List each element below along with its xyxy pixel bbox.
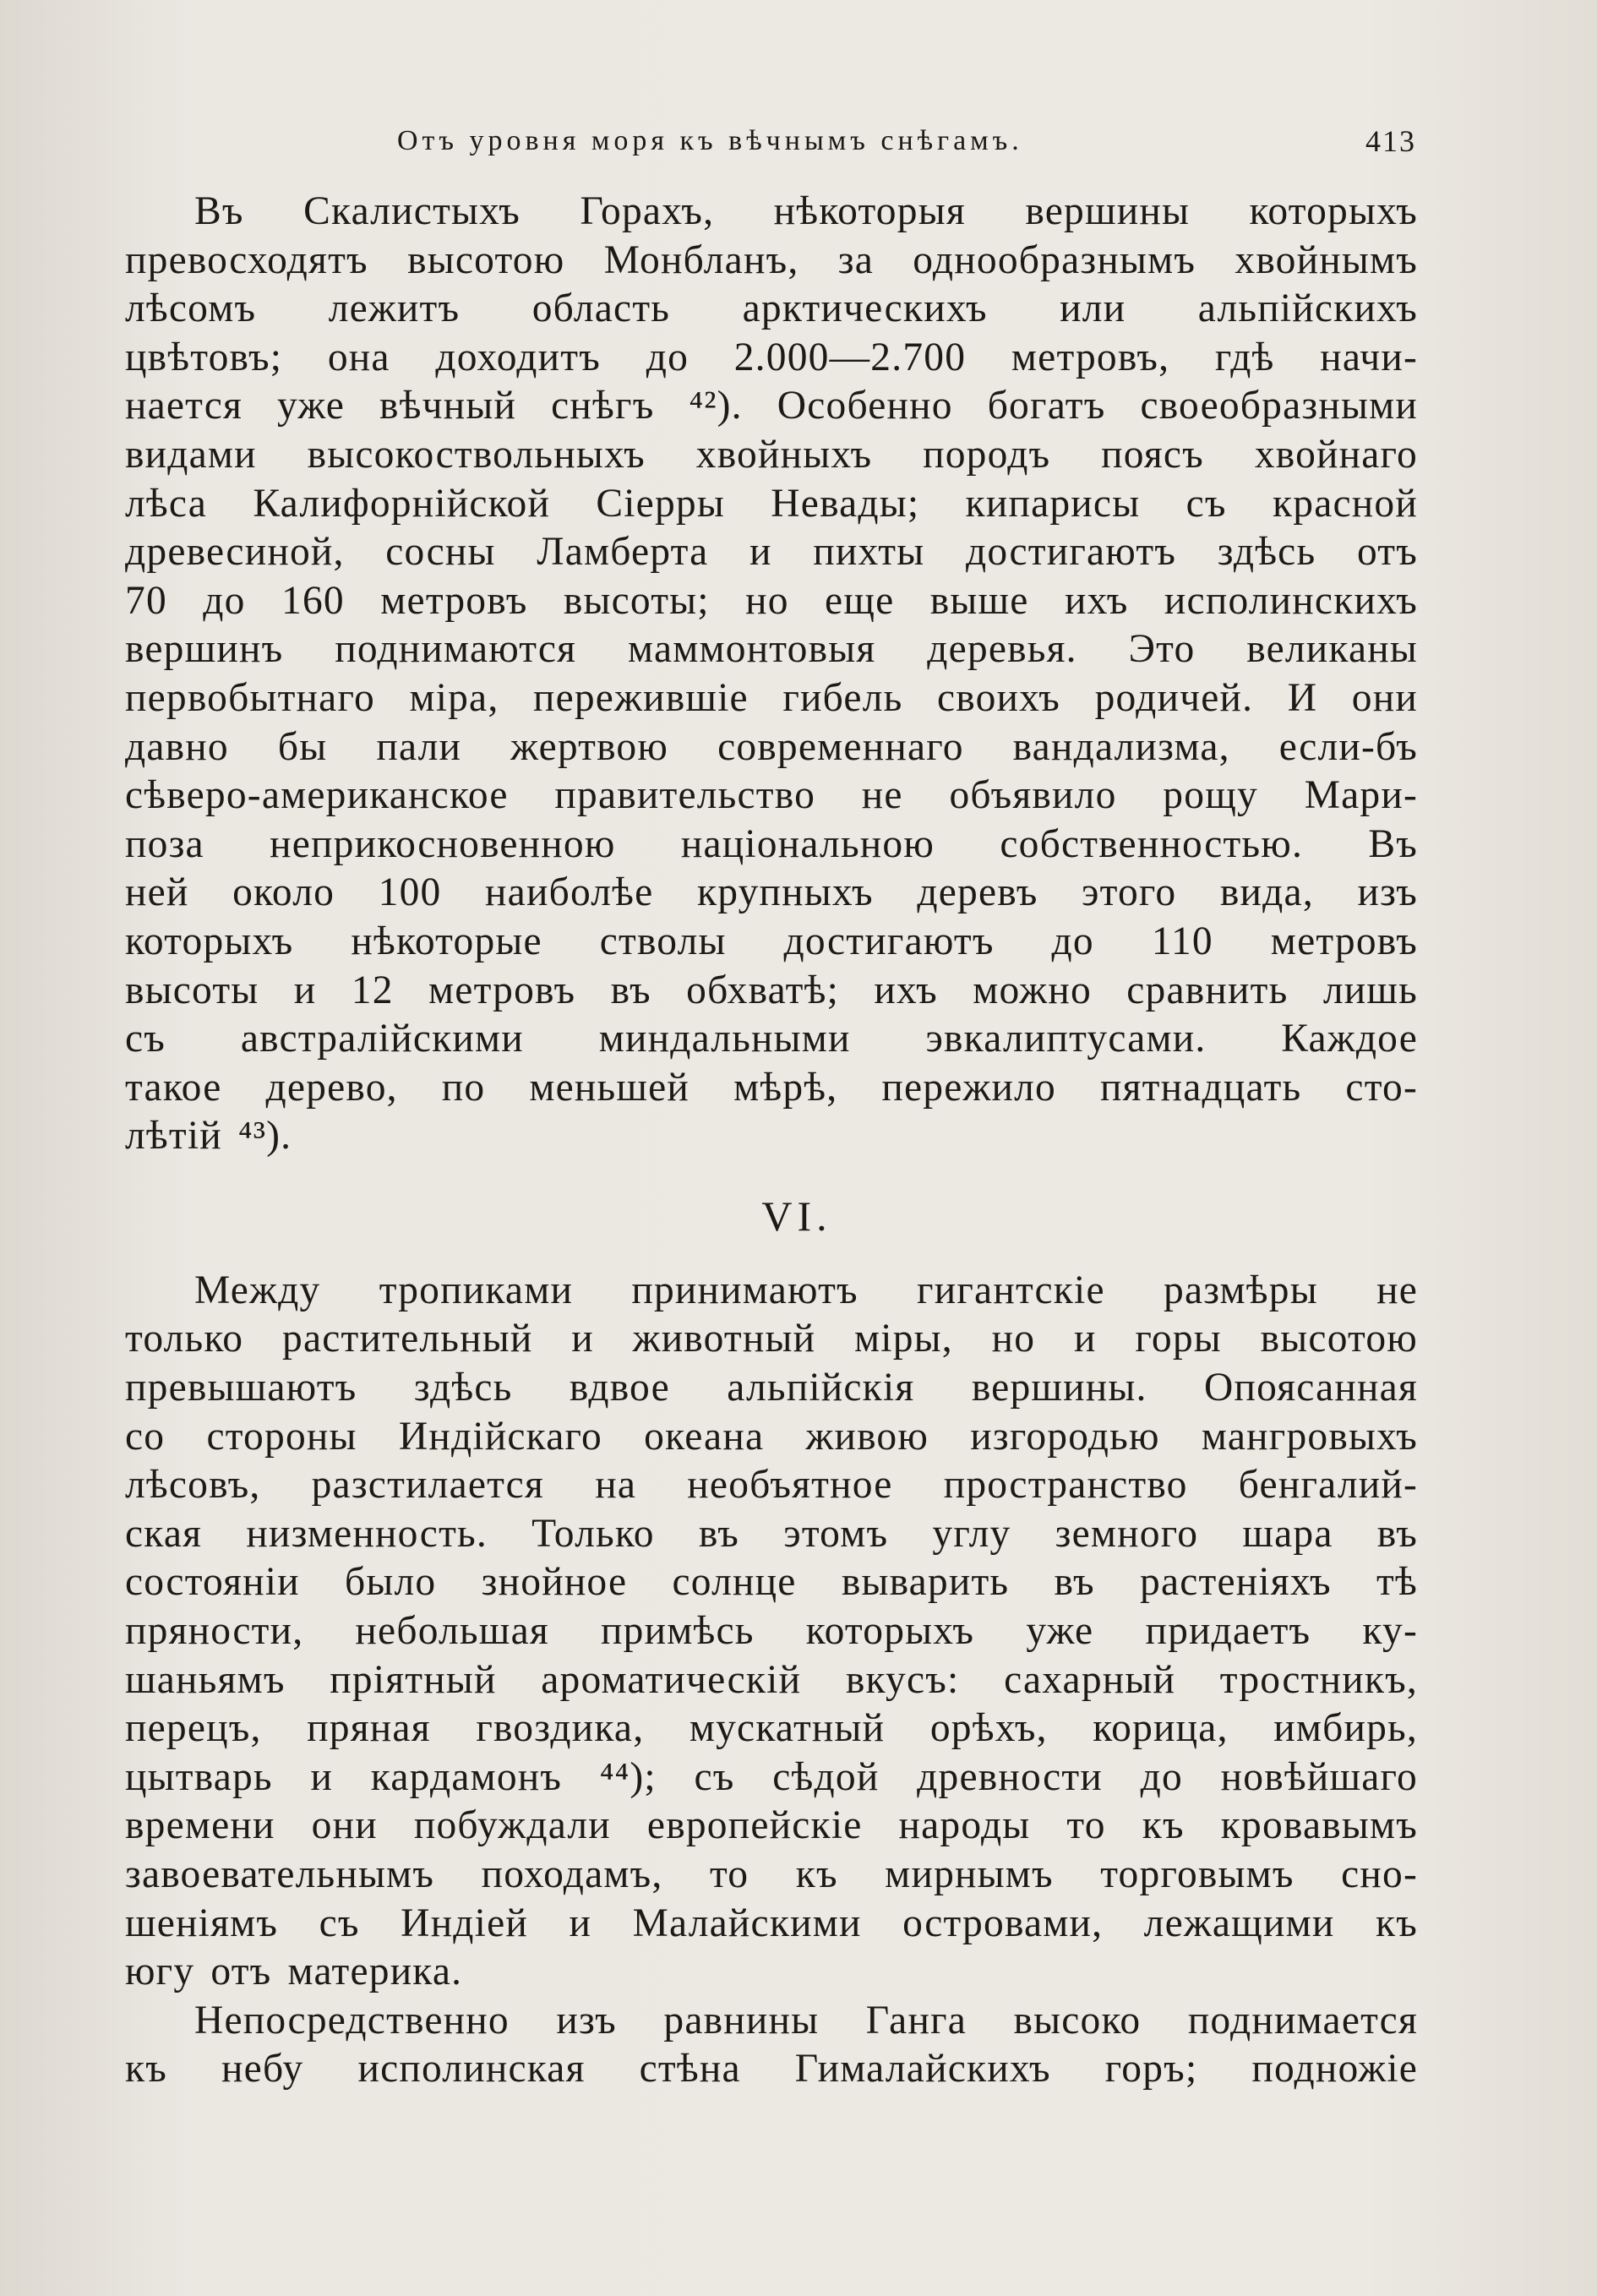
- paragraph-line: давно бы пали жертвою современнаго вандализма, если-бъ: [125, 724, 1418, 769]
- paragraph-line: высоты и 12 метровъ въ обхватѣ; ихъ можно сравнить лишь: [125, 968, 1418, 1012]
- running-head: [397, 125, 1416, 176]
- paragraph-line: со стороны Индійскаго океана живою изгородью мангровыхъ: [125, 1414, 1418, 1459]
- paragraph-line: состояніи было знойное солнце выварить въ растеніяхъ тѣ: [125, 1560, 1418, 1605]
- paragraph-line: къ небу исполинская стѣна Гималайскихъ горъ; подножіе: [125, 2047, 1418, 2091]
- section-spacer: [125, 1161, 1418, 1186]
- paragraph-line: лѣса Калифорнійской Сіерры Невады; кипарисы съ красной: [125, 481, 1418, 526]
- paragraph-line: времени они побуждали европейскіе народы то къ кровавымъ: [125, 1803, 1418, 1848]
- paragraph-1: [125, 188, 1418, 1161]
- paragraph-line: лѣсомъ лежитъ область арктическихъ или альпійскихъ: [125, 286, 1418, 331]
- paragraph-line: шаньямъ пріятный ароматическій вкусъ: сахарный тростникъ,: [125, 1657, 1418, 1702]
- paragraph-line: ней около 100 наиболѣе крупныхъ деревъ этого вида, изъ: [125, 870, 1418, 915]
- paragraph-2: [125, 1267, 1418, 1997]
- running-head-title: Отъ уровня моря къ вѣчнымъ снѣгамъ.: [397, 125, 1023, 156]
- paragraph-line: лѣсовъ, разстилается на необъятное пространство бенгалий-: [125, 1463, 1418, 1508]
- paragraph-line: нается уже вѣчный снѣгъ ⁴²). Особенно богатъ своеобразными: [125, 384, 1418, 428]
- paragraph-line: первобытнаго міра, пережившіе гибель своихъ родичей. И они: [125, 675, 1418, 720]
- paragraph-line: видами высокоствольныхъ хвойныхъ породъ поясъ хвойнаго: [125, 432, 1418, 477]
- paragraph-line: цытварь и кардамонъ ⁴⁴); съ сѣдой древности до новѣйшаго: [125, 1754, 1418, 1799]
- paragraph-line: такое дерево, по меньшей мѣрѣ, пережило пятнадцать сто-: [125, 1065, 1418, 1110]
- paragraph-line: югу отъ материка.: [125, 1950, 463, 1994]
- paragraph-line: завоевательнымъ походамъ, то къ мирнымъ торговымъ сно-: [125, 1852, 1418, 1896]
- paragraph-line: древесиной, сосны Ламберта и пихты достигаютъ здѣсь отъ: [125, 530, 1418, 575]
- paragraph-line: перецъ, пряная гвоздика, мускатный орѣхъ, корица, имбирь,: [125, 1706, 1418, 1751]
- paragraph-line: превосходятъ высотою Монбланъ, за однообразнымъ хвойнымъ: [125, 237, 1418, 282]
- paragraph-line: Между тропиками принимаютъ гигантскіе размѣры не: [194, 1268, 1418, 1312]
- paragraph-line: превышаютъ здѣсь вдвое альпійскія вершины. Опоясанная: [125, 1366, 1418, 1410]
- paragraph-line: поза неприкосновенною національною собственностью. Въ: [125, 821, 1418, 866]
- paragraph-line: Непосредственно изъ равнины Ганга высоко поднимается: [194, 1998, 1418, 2042]
- page-body: [125, 188, 1418, 2094]
- paragraph-line: цвѣтовъ; она доходитъ до 2.000—2.700 метровъ, гдѣ начи-: [125, 335, 1418, 379]
- paragraph-line: пряности, небольшая примѣсь которыхъ уже придаетъ ку-: [125, 1609, 1418, 1654]
- section-heading: VI.: [761, 1192, 832, 1240]
- paragraph-line: только растительный и животный міры, но и горы высотою: [125, 1317, 1418, 1361]
- paragraph-line: 70 до 160 метровъ высоты; но еще выше ихъ исполинскихъ: [125, 578, 1418, 623]
- paragraph-line: съ австралійскими миндальными эвкалиптусами. Каждое: [125, 1017, 1418, 1061]
- paragraph-line: лѣтій ⁴³).: [125, 1114, 292, 1159]
- paragraph-line: вершинъ поднимаются маммонтовыя деревья. Это великаны: [125, 627, 1418, 672]
- paragraph-line: сѣверо-американское правительство не объявило рощу Мари-: [125, 773, 1418, 818]
- page-number: 413: [1365, 124, 1416, 158]
- paragraph-line: которыхъ нѣкоторые стволы достигаютъ до 110 метровъ: [125, 919, 1418, 963]
- paragraph-line: Въ Скалистыхъ Горахъ, нѣкоторыя вершины которыхъ: [194, 189, 1418, 233]
- paragraph-line: ская низменность. Только въ этомъ углу земного шара въ: [125, 1511, 1418, 1556]
- paragraph-3: [125, 1997, 1418, 2094]
- paragraph-line: шеніямъ съ Индіей и Малайскими островами, лежащими къ: [125, 1901, 1418, 1945]
